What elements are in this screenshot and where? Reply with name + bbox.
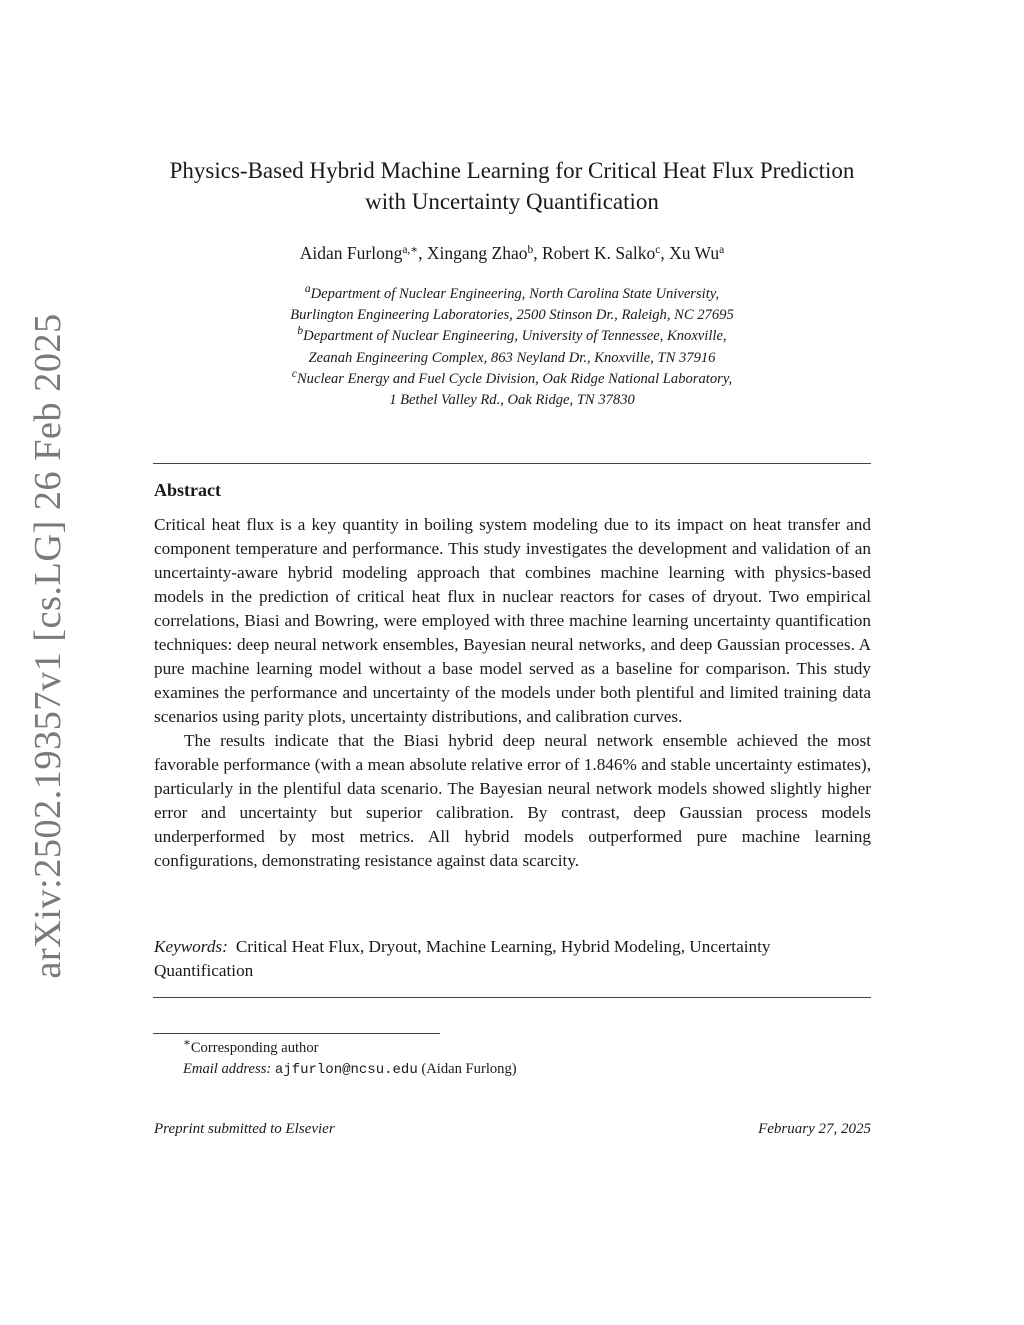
affiliation-mark: a (304, 283, 311, 295)
title-line-2: with Uncertainty Quantification (365, 189, 659, 214)
abstract-paragraph: Critical heat flux is a key quantity in boiling system modeling due to its impact on heat transfer and component temperature and performance. This study investigates the development and validation of an uncertainty-aware hybrid modeling approach that combines machine learning with physics-based models in the prediction of critical heat flux in nuclear reactors for cases of dryout. Two empirical correlations, Biasi and Bowring, were employed with three machine learning uncertainty quantification techniques: deep neural network ensembles, Bayesian neural networks, and deep Gaussian processes. A pure machine learning model without a base model served as a baseline for comparison. This study examines the performance and uncertainty of the models under both plentiful and limited training data scenarios using parity plots, uncertainty distributions, and calibration curves. (154, 515, 871, 726)
affiliation-line: $^b$Department of Nuclear Engineering, University of Tennessee, Knoxville, (297, 325, 727, 345)
page-footer (154, 1121, 871, 1138)
paper-title (120, 155, 904, 217)
author-name: Xingang Zhao (426, 243, 528, 263)
email-note (183, 1059, 517, 1081)
author-affiliation-mark: b (527, 244, 534, 256)
abstract-heading: Abstract (154, 480, 221, 500)
affiliation-line: $^a$Department of Nuclear Engineering, North Carolina State University, (304, 283, 720, 302)
author-affiliation-mark: a,∗ (402, 244, 419, 256)
keywords-text: Critical Heat Flux, Dryout, Machine Learning, Hybrid Modeling, Uncertainty Quantification (154, 937, 771, 980)
email-link[interactable]: ajfurlon@ncsu.edu (274, 1062, 418, 1078)
email-owner: (Aidan Furlong) (421, 1061, 517, 1077)
footnote (183, 1038, 517, 1081)
arxiv-identifier: arXiv:2502.19357v1 [cs.LG] 26 Feb 2025 (27, 313, 69, 979)
affiliation-line: $^c$Nuclear Energy and Fuel Cycle Division, Oak Ridge National Laboratory, (291, 367, 733, 387)
footer-journal: Preprint submitted to Elsevier (154, 1121, 335, 1137)
author-name: Xu Wu (669, 243, 720, 263)
affiliation-mark: c (291, 367, 297, 380)
footnote-rule (153, 1033, 440, 1034)
author-name: Aidan Furlong (299, 243, 403, 263)
footnote-mark: ∗ (183, 1037, 191, 1049)
abstract-top-rule (153, 463, 871, 464)
keywords (154, 935, 871, 983)
keywords-label: Keywords: (154, 937, 228, 956)
corresponding-author-note: ∗Corresponding author (183, 1037, 319, 1056)
abstract-paragraph: The results indicate that the Biasi hybrid deep neural network ensemble achieved the most favorable performance (with a mean absolute relative error of 1.846% and stable uncertainty estimates), particularly in the plentiful data scenario. The Bayesian neural network models showed slightly higher error and uncertainty but superior calibration. By contrast, deep Gaussian process models underperformed by most metrics. All hybrid models outperformed pure machine learning configurations, demonstrating resistance against data scarcity. (154, 731, 871, 870)
affiliations (150, 284, 874, 411)
abstract-bottom-rule (153, 997, 871, 998)
abstract-body (154, 513, 871, 873)
author-list: Aidan Furlong$^{a,∗}$, Xingang Zhao$^b$, Robert K. Salko$^c$, Xu Wu$^a$ (299, 243, 725, 263)
affiliation-line: Zeanah Engineering Complex, 863 Neyland Dr., Knoxville, TN 37916 (308, 349, 716, 366)
footer-date: February 27, 2025 (758, 1121, 871, 1137)
affiliation-line: 1 Bethel Valley Rd., Oak Ridge, TN 37830 (389, 392, 635, 409)
author-affiliation-mark: c (655, 244, 661, 256)
affiliation-mark: b (297, 325, 304, 338)
email-label: Email address: (183, 1061, 272, 1077)
author-name: Robert K. Salko (541, 243, 656, 263)
author-affiliation-mark: a (719, 244, 725, 256)
title-line-1: Physics-Based Hybrid Machine Learning for Critical Heat Flux Prediction (169, 158, 855, 183)
affiliation-line: Burlington Engineering Laboratories, 2500 Stinson Dr., Raleigh, NC 27695 (290, 307, 734, 324)
